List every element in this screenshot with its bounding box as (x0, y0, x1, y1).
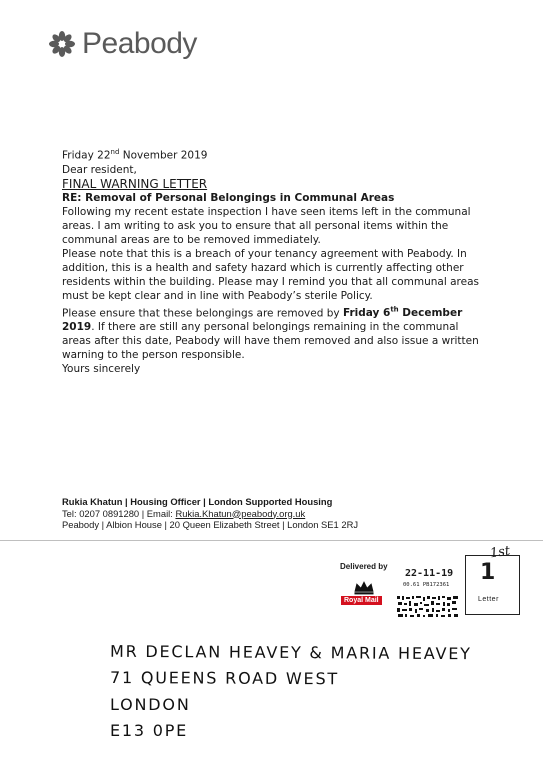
handwritten-class-note: 1st (489, 543, 512, 562)
recipient-city: LONDON (110, 695, 191, 714)
recipient-address (110, 640, 472, 744)
letter-date: Friday 22nd November 2019 (62, 148, 208, 162)
postage-class-number: 1 (480, 560, 496, 585)
postage-date: 22-11-19 (405, 568, 454, 579)
fold-divider (0, 540, 543, 541)
signature-name: Rukia Khatun | Housing Officer | London Supported Housing (62, 496, 333, 507)
email-link[interactable]: Rukia.Khatun@peabody.org.uk (175, 507, 306, 519)
salutation: Dear resident, (62, 163, 137, 176)
paragraph-deadline: Please ensure that these belongings are removed by Friday 6th December 2019. If there are still any personal belongings remaining in the communal areas after this date, Peabody will have them removed and also issue a written warning to the person responsible. (62, 305, 479, 361)
delivered-by-label: Delivered by (340, 562, 388, 571)
royal-mail-badge: Royal Mail (341, 596, 382, 605)
crown-icon (352, 578, 376, 596)
subject-line: RE: Removal of Personal Belongings in Communal Areas (62, 191, 395, 204)
paragraph-breach: Please note that this is a breach of your tenancy agreement with Peabody. In addition, this is a health and safety hazard which is currently affecting other residents within the building. Please may I remind you that all communal areas must be kept clear and in line with Peabody’s sterile Policy. (62, 247, 479, 302)
signature-contact: Tel: 0207 0891280 | Email: Rukia.Khatun@peabody.org.uk (62, 507, 306, 519)
recipient-street: 71 QUEENS ROAD WEST (109, 668, 340, 689)
peabody-logo (48, 24, 197, 64)
signature-address: Peabody | Albion House | 20 Queen Elizabeth Street | London SE1 2RJ (62, 519, 359, 530)
2d-barcode-icon (396, 595, 459, 618)
signature-block (62, 496, 358, 531)
brand-name: Peabody (82, 27, 197, 60)
recipient-name: MR DECLAN HEAVEY & MARIA HEAVEY (109, 641, 472, 664)
warning-title: FINAL WARNING LETTER (62, 176, 208, 191)
paragraph-inspection: Following my recent estate inspection I have seen items left in the communal areas. I am writing to ask you to ensure that all personal items within the communal areas are to be removed immediately. (62, 205, 471, 246)
flower-logo-icon (48, 30, 76, 58)
recipient-postcode: E13 0PE (110, 721, 189, 740)
postage-code: 00.61 PB172361 (403, 582, 450, 588)
postage-class-label: Letter (478, 596, 499, 603)
closing: Yours sincerely (62, 363, 141, 375)
letter-body (62, 145, 482, 376)
